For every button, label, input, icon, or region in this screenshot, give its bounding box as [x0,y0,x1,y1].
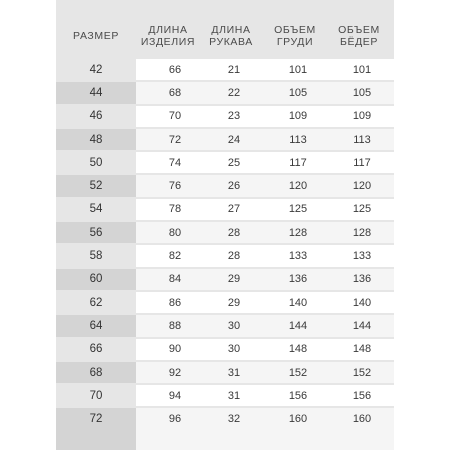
hips-cell: 152 [352,366,372,379]
length-cell: 88 [168,319,182,332]
length-cell: 72 [168,133,182,146]
hips-cell: 160 [352,413,372,426]
chest-cell: 117 [289,156,307,169]
table-row [56,407,394,430]
table-row [56,105,394,128]
hips-cell: 125 [352,203,372,216]
length-cell: 80 [168,226,182,239]
table-row [56,384,394,407]
table-row [56,291,394,314]
table-row [56,58,394,81]
row-data-area [136,362,394,383]
length-cell: 92 [168,366,182,379]
chest-cell: 125 [288,203,308,216]
header-length: ДЛИНА ИЗДЕЛИЯ [140,24,196,48]
hips-cell: 113 [353,133,371,146]
chest-cell: 128 [288,226,308,239]
size-cell: 64 [56,315,136,336]
hips-cell: 148 [352,343,372,356]
table-row [56,174,394,197]
sleeve-cell: 21 [227,63,241,76]
chest-cell: 120 [288,180,308,193]
sleeve-cell: 32 [227,413,241,426]
length-cell: 70 [168,110,182,123]
length-cell: 66 [168,63,182,76]
sleeve-cell: 28 [227,250,241,263]
sleeve-cell: 26 [227,180,241,193]
size-cell: 60 [56,269,136,290]
table-row [56,221,394,244]
row-data-area [136,152,394,173]
table-row [56,151,394,174]
hips-cell: 105 [352,86,372,99]
row-data-area [136,222,394,243]
row-data-area [136,199,394,220]
sleeve-cell: 27 [227,203,241,216]
sleeve-cell: 30 [227,343,241,356]
length-cell: 94 [168,389,182,402]
table-header [56,0,394,56]
hips-cell: 101 [352,63,372,76]
length-cell: 90 [168,343,182,356]
size-cell: 52 [56,175,136,196]
hips-cell: 117 [353,156,371,169]
header-sleeve: ДЛИНА РУКАВА [209,24,253,48]
size-cell: 62 [89,296,103,309]
sleeve-cell: 31 [227,366,241,379]
length-cell: 68 [168,86,182,99]
sleeve-cell: 22 [227,86,241,99]
sleeve-cell: 28 [227,226,241,239]
table-row [56,361,394,384]
hips-cell: 109 [352,110,372,123]
chest-cell: 156 [288,389,308,402]
size-cell: 72 [56,408,136,429]
chest-cell: 113 [289,133,307,146]
hips-cell: 136 [352,273,372,286]
row-data-area [136,82,394,103]
sleeve-cell: 29 [227,273,241,286]
table-row [56,198,394,221]
row-data-area [136,59,394,80]
row-data-area [136,408,394,429]
sleeve-cell: 31 [227,389,241,402]
size-cell: 46 [89,110,103,123]
chest-cell: 136 [288,273,308,286]
chest-cell: 140 [288,296,308,309]
hips-cell: 133 [352,250,372,263]
header-chest: ОБЪЕМ ГРУДИ [274,24,316,48]
length-cell: 82 [168,250,182,263]
chest-cell: 105 [288,86,308,99]
row-data-area [136,339,394,360]
length-cell: 78 [168,203,182,216]
row-data-area [136,292,394,313]
size-cell: 42 [89,63,103,76]
chest-cell: 160 [288,413,308,426]
table-row [56,338,394,361]
size-cell: 58 [89,250,103,263]
table-row [56,268,394,291]
row-data-area [136,245,394,266]
table-footer-data [136,430,394,450]
chest-cell: 133 [288,250,308,263]
hips-cell: 140 [352,296,372,309]
chest-cell: 101 [288,63,308,76]
length-cell: 86 [168,296,182,309]
sleeve-cell: 30 [227,319,241,332]
row-data-area [136,269,394,290]
sleeve-cell: 29 [227,296,241,309]
row-data-area [136,129,394,150]
header-hips: ОБЪЕМ БЁДЕР [338,24,380,48]
size-cell: 50 [89,156,103,169]
row-data-area [136,106,394,127]
length-cell: 74 [168,156,182,169]
size-table [56,58,394,431]
length-cell: 76 [168,180,182,193]
length-cell: 84 [168,273,182,286]
table-row [56,81,394,104]
row-data-area [136,175,394,196]
chest-cell: 109 [288,110,308,123]
chest-cell: 152 [288,366,308,379]
hips-cell: 120 [352,180,372,193]
size-cell: 68 [56,362,136,383]
chest-cell: 148 [288,343,308,356]
hips-cell: 128 [352,226,372,239]
sleeve-cell: 23 [227,110,241,123]
sleeve-cell: 25 [227,156,241,169]
chest-cell: 144 [288,319,308,332]
row-data-area [136,315,394,336]
length-cell: 96 [168,413,182,426]
table-row [56,314,394,337]
hips-cell: 144 [352,319,372,332]
size-cell: 70 [89,389,103,402]
table-footer-size [56,430,136,450]
row-data-area [136,385,394,406]
sleeve-cell: 24 [227,133,241,146]
size-cell: 44 [56,82,136,103]
size-cell: 48 [56,129,136,150]
hips-cell: 156 [352,389,372,402]
table-row [56,244,394,267]
size-cell: 66 [89,343,103,356]
table-row [56,128,394,151]
size-cell: 54 [89,203,103,216]
size-cell: 56 [56,222,136,243]
header-size: РАЗМЕР [73,30,119,42]
